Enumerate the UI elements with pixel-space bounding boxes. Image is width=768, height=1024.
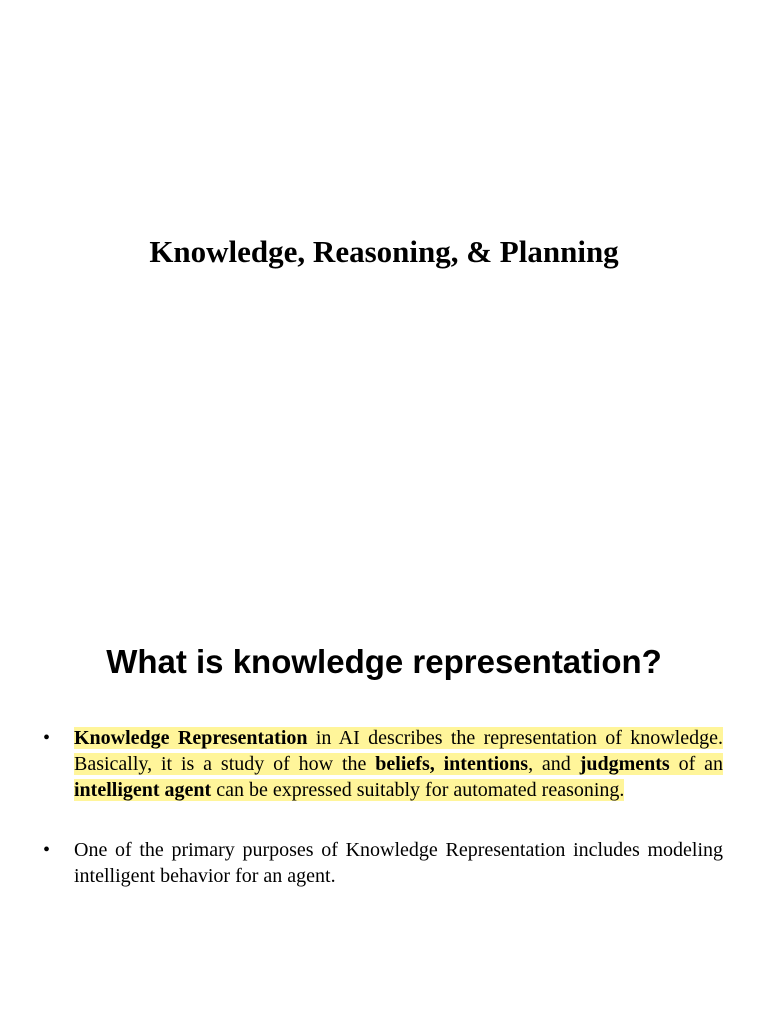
text-run: in AI describes the representation of knowledge. Basically, it is a study of how the bbox=[74, 727, 723, 775]
bold-term: intelligent agent bbox=[74, 779, 212, 801]
bold-term: judgments bbox=[579, 753, 670, 775]
slide-title: Knowledge, Reasoning, & Planning bbox=[149, 234, 619, 269]
bold-term: Knowledge Representation bbox=[74, 727, 308, 749]
bullet-item-purpose bbox=[0, 837, 723, 889]
bullet-icon: • bbox=[43, 839, 51, 861]
bullet-icon: • bbox=[43, 727, 51, 749]
highlighted-text bbox=[74, 727, 723, 801]
bullet-list bbox=[0, 725, 768, 889]
bullet-item-definition bbox=[0, 725, 723, 803]
text-run: , and bbox=[528, 753, 580, 775]
text-run: of an bbox=[669, 753, 723, 775]
text-run: can be expressed suitably for automated reasoning. bbox=[211, 779, 625, 801]
section-heading: What is knowledge representation? bbox=[106, 643, 662, 680]
bold-term: beliefs, intentions bbox=[375, 753, 529, 775]
bullet-text: One of the primary purposes of Knowledge Representation includes modeling intelligent behavior for an agent. bbox=[74, 839, 723, 887]
